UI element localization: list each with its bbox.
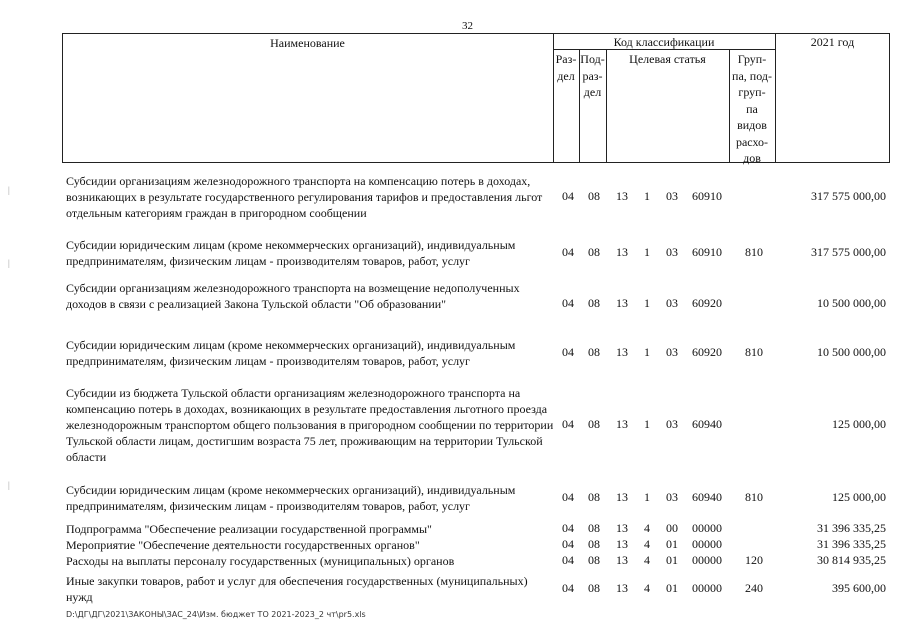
row-code-c4: 60940 [692, 490, 722, 504]
row-code-c1: 13 [616, 521, 628, 535]
row-code-c4: 00000 [692, 581, 722, 595]
row-sum: 30 814 935,25 [817, 553, 886, 567]
row-code-c3: 03 [666, 296, 678, 310]
row-name: Мероприятие "Обеспечение деятельности государственных органов" [66, 538, 420, 552]
row-code-vr: 810 [745, 345, 763, 359]
row-code-pr: 08 [588, 490, 600, 504]
page-number: 32 [462, 20, 473, 32]
row-code-pr: 08 [588, 521, 600, 535]
row-code-pr: 08 [588, 417, 600, 431]
row-code-c4: 60920 [692, 345, 722, 359]
row-code-c3: 01 [666, 581, 678, 595]
row-code-c3: 01 [666, 537, 678, 551]
header-code: Код классификации [613, 35, 715, 49]
row-code-c2: 1 [644, 345, 650, 359]
row-code-rz: 04 [562, 245, 574, 259]
file-path: D:\ДГ\ДГ\2021\ЗАКОНЫ\ЗАС_24\Изм. бюджет ТО 2021-2023_2 чт\pr5.xls [66, 610, 366, 619]
row-code-vr: 810 [745, 245, 763, 259]
row-sum: 125 000,00 [832, 417, 886, 431]
row-sum: 317 575 000,00 [811, 245, 886, 259]
row-code-c2: 1 [644, 245, 650, 259]
row-code-c2: 1 [644, 490, 650, 504]
row-code-c4: 00000 [692, 521, 722, 535]
row-name: Расходы на выплаты персоналу государственных (муниципальных) органов [66, 554, 455, 568]
row-code-c1: 13 [616, 537, 628, 551]
header-podrazdel: Под- раз- дел [580, 52, 605, 99]
row-sum: 31 396 335,25 [817, 537, 886, 551]
row-code-c4: 00000 [692, 537, 722, 551]
row-code-vr: 810 [745, 490, 763, 504]
row-code-pr: 08 [588, 345, 600, 359]
row-code-pr: 08 [588, 245, 600, 259]
scan-mark: | [8, 480, 10, 490]
row-sum: 10 500 000,00 [817, 296, 886, 310]
row-code-c3: 01 [666, 553, 678, 567]
row-code-c2: 4 [644, 553, 650, 567]
row-name: Субсидии юридическим лицам (кроме некоммерческих организаций), индивидуальным предпринимателям, физическим лицам - производителям товаров, работ, услуг [66, 238, 516, 268]
row-code-c4: 60940 [692, 417, 722, 431]
row-code-rz: 04 [562, 296, 574, 310]
row-code-c4: 00000 [692, 553, 722, 567]
row-code-c4: 60920 [692, 296, 722, 310]
header-divider [775, 33, 776, 163]
row-name: Субсидии из бюджета Тульской области организациям железнодорожного транспорта на компенсацию потерь в доходах, возникающих в результате предоставления льготного проезда железнодорожным транспортом общего пользования в пригородном сообщении по территории Тульской области лицам, достигшим возраста 75 лет, проживающим на территории Тульской области [66, 386, 554, 464]
row-code-c2: 1 [644, 417, 650, 431]
row-code-pr: 08 [588, 553, 600, 567]
row-code-c1: 13 [616, 553, 628, 567]
row-code-c3: 03 [666, 189, 678, 203]
row-code-pr: 08 [588, 296, 600, 310]
row-code-c3: 00 [666, 521, 678, 535]
header-name: Наименование [270, 36, 345, 50]
row-sum: 31 396 335,25 [817, 521, 886, 535]
row-code-c1: 13 [616, 245, 628, 259]
row-code-c3: 03 [666, 490, 678, 504]
row-code-c1: 13 [616, 189, 628, 203]
scan-mark: | [8, 185, 10, 195]
row-code-c1: 13 [616, 490, 628, 504]
row-code-c3: 03 [666, 417, 678, 431]
row-name: Субсидии юридическим лицам (кроме некоммерческих организаций), индивидуальным предпринимателям, физическим лицам - производителям товаров, работ, услуг [66, 483, 516, 513]
row-code-c1: 13 [616, 417, 628, 431]
row-sum: 125 000,00 [832, 490, 886, 504]
row-code-vr: 120 [745, 553, 763, 567]
row-code-c4: 60910 [692, 189, 722, 203]
row-code-c2: 1 [644, 189, 650, 203]
row-sum: 317 575 000,00 [811, 189, 886, 203]
row-code-rz: 04 [562, 417, 574, 431]
row-sum: 10 500 000,00 [817, 345, 886, 359]
header-razdel: Раз- дел [555, 52, 577, 83]
row-code-c1: 13 [616, 345, 628, 359]
row-code-c2: 4 [644, 537, 650, 551]
row-code-c3: 03 [666, 345, 678, 359]
row-code-rz: 04 [562, 537, 574, 551]
row-code-rz: 04 [562, 521, 574, 535]
scan-mark: | [8, 258, 10, 268]
row-code-rz: 04 [562, 553, 574, 567]
row-code-c1: 13 [616, 296, 628, 310]
row-code-vr: 240 [745, 581, 763, 595]
header-gruppa: Груп- па, под- груп- па видов расхо- дов [732, 52, 772, 165]
row-code-c1: 13 [616, 581, 628, 595]
row-name: Иные закупки товаров, работ и услуг для обеспечения государственных (муниципальных) нужд [66, 574, 528, 604]
row-name: Субсидии юридическим лицам (кроме некоммерческих организаций), индивидуальным предпринимателям, физическим лицам - производителям товаров, работ, услуг [66, 338, 516, 368]
row-sum: 395 600,00 [832, 581, 886, 595]
row-code-rz: 04 [562, 490, 574, 504]
row-name: Субсидии организациям железнодорожного транспорта на компенсацию потерь в доходах, возникающих в результате государственного регулирования тарифов и предоставления льгот отдельным категориям граждан в пригородном сообщении [66, 174, 543, 220]
row-code-c2: 4 [644, 581, 650, 595]
row-code-c2: 1 [644, 296, 650, 310]
header-celevaya: Целевая статья [629, 52, 706, 66]
table-header [62, 33, 890, 163]
row-code-rz: 04 [562, 345, 574, 359]
row-code-c3: 03 [666, 245, 678, 259]
header-year: 2021 год [810, 35, 855, 49]
row-code-rz: 04 [562, 189, 574, 203]
row-name: Подпрограмма "Обеспечение реализации государственной программы" [66, 522, 432, 536]
row-name: Субсидии организациям железнодорожного транспорта на возмещение недополученных доходов в связи с реализацией Закона Тульской области "Об образовании" [66, 281, 520, 311]
row-code-rz: 04 [562, 581, 574, 595]
row-code-c4: 60910 [692, 245, 722, 259]
row-code-pr: 08 [588, 189, 600, 203]
row-code-c2: 4 [644, 521, 650, 535]
row-code-pr: 08 [588, 581, 600, 595]
row-code-pr: 08 [588, 537, 600, 551]
